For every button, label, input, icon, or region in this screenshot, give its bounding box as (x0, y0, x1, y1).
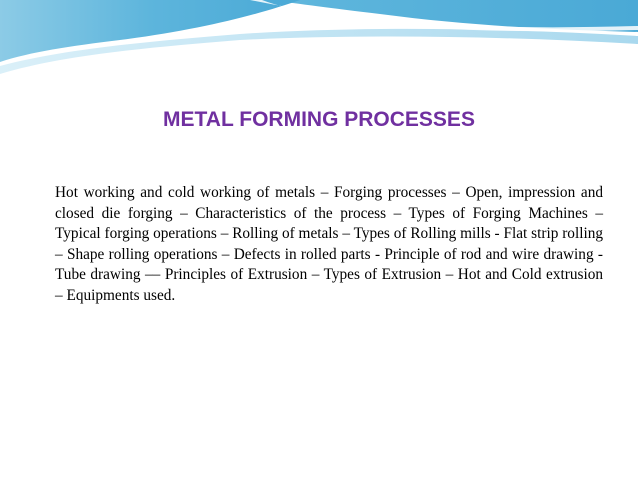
header-wave-decoration (0, 0, 638, 80)
slide-title (0, 106, 638, 134)
slide-body-text: Hot working and cold working of metals – Forging processes – Open, impression and closed die forging – Characteristics of the process – Types of Forging Machines – Typical forging operations – Rolling of metals – Types of Rolling mills - Flat strip rolling – Shape rolling operations – Defects in rolled parts - Principle of rod and wire drawing -Tube drawing –– Principles of Extrusion – Types of Extrusion – Hot and Cold extrusion – Equipments used. (55, 184, 603, 304)
slide-title-text: METAL FORMING PROCESSES (163, 108, 475, 131)
